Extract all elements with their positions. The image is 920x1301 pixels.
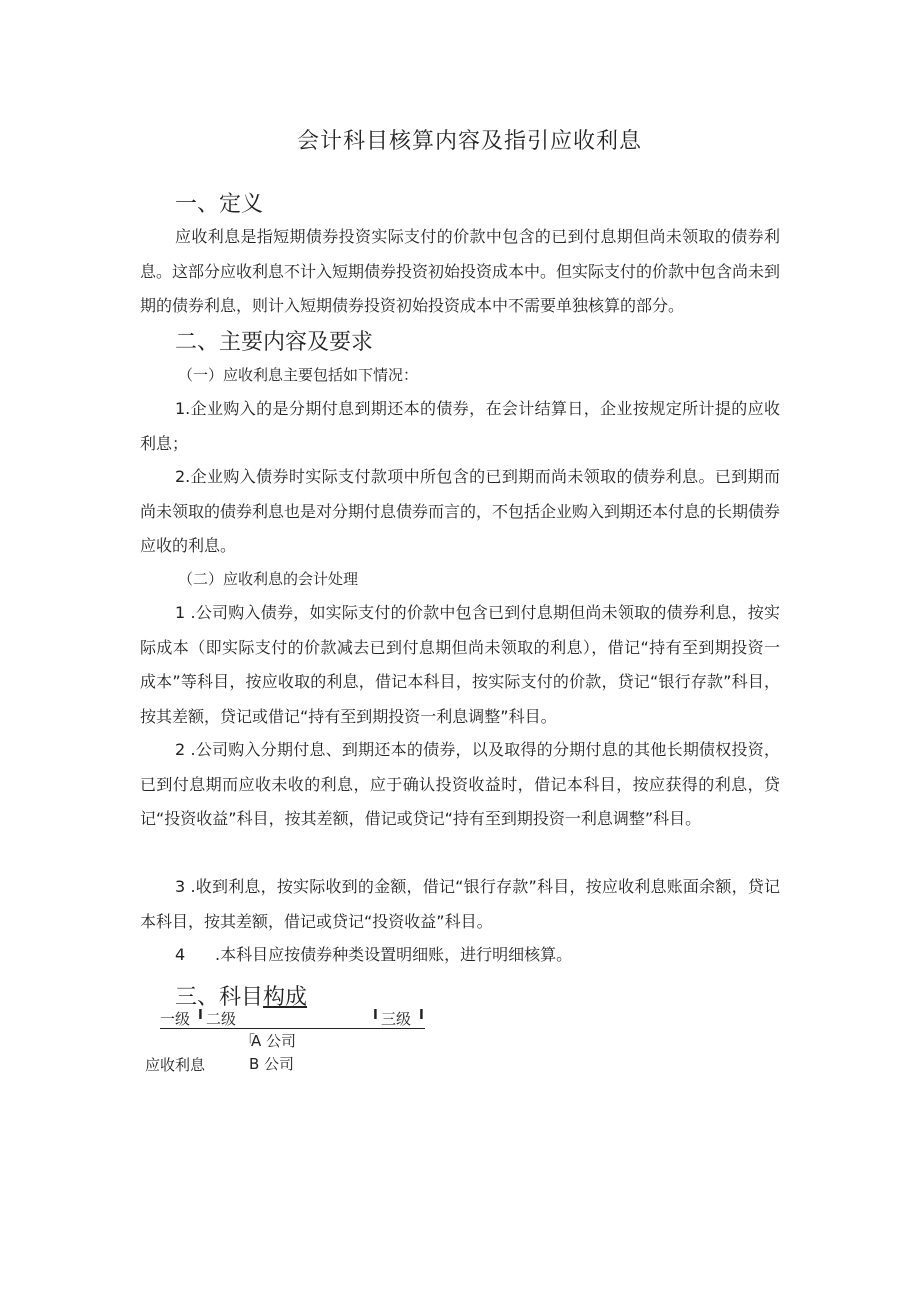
subsection-1-heading: （一）应收利息主要包括如下情况： xyxy=(178,366,419,384)
header-separator-2: I xyxy=(373,1008,378,1023)
section-3-heading-prefix: 三、科目 xyxy=(175,985,264,1010)
header-separator-3: I xyxy=(419,1008,424,1023)
list-item-2: 2.企业购入债券时实际支付款项中所包含的已到期而尚未领取的债券利息。已到期而尚未领取的债券利息也是对分期付息债券而言的，不包括企业购入到期还本付息的长期债券应收的利息。 xyxy=(140,467,781,555)
header-level-2: 二级 xyxy=(206,1010,237,1028)
list-item-1: 1.企业购入的是分期付息到期还本的债券，在会计结算日，企业按规定所计提的应收利息； xyxy=(140,399,780,453)
company-b: B 公司 xyxy=(249,1055,295,1073)
accounting-paragraph-3: 3 .收到利息，按实际收到的金额，借记“银行存款”科目，按应收利息账面余额，贷记本科目，按其差额，借记或贷记“投资收益”科目。 xyxy=(140,877,780,931)
header-level-3: 三级 xyxy=(381,1010,412,1028)
subject-level-1-name: 应收利息 xyxy=(145,1056,206,1074)
company-a: A 公司 xyxy=(251,1032,297,1050)
section-1-paragraph: 应收利息是指短期债券投资实际支付的价款中包含的已到付息期但尚未领取的债券利息。这部分应收利息不计入短期债券投资初始投资成本中。但实际支付的价款中包含尚未到期的债券利息，则计入短期债券投资初始投资成本中不需要单独核算的部分。 xyxy=(140,227,781,315)
document-title: 会计科目核算内容及指引应收利息 xyxy=(297,129,643,154)
header-level-1: 一级 xyxy=(160,1010,191,1028)
section-2-heading: 二、主要内容及要求 xyxy=(175,330,374,355)
accounting-paragraph-2: 2 .公司购入分期付息、到期还本的债券，以及取得的分期付息的其他长期债权投资，已到付息期而应收未收的利息，应于确认投资收益时，借记本科目，按应获得的利息，贷记“投资收益”科目，按其差额，借记或贷记“持有至到期投资一利息调整”科目。 xyxy=(140,740,780,828)
section-3-heading-underlined: 构成 xyxy=(263,985,308,1010)
subsection-2-heading: （二）应收利息的会计处理 xyxy=(178,570,359,588)
accounting-paragraph-1: 1 .公司购入债券，如实际支付的价款中包含已到付息期但尚未领取的债券利息，按实际成本（即实际支付的价款减去已到付息期但尚未领取的利息），借记“持有至到期投资一成本”等科目，按应收取的利息，借记本科目，按实际支付的价款，贷记“银行存款”科目，按其差额，贷记或借记“持有至到期投资一利息调整”科目。 xyxy=(140,603,780,726)
accounting-paragraph-4-text: .本科目应按债券种类设置明细账，进行明细核算。 xyxy=(215,945,573,964)
bracket-mark: 「 xyxy=(240,1032,256,1050)
header-separator-1: I xyxy=(198,1008,203,1023)
subject-table-header xyxy=(160,1008,425,1029)
section-1-heading: 一、定义 xyxy=(175,192,264,217)
section-3-heading xyxy=(175,980,307,1011)
accounting-paragraph-4-number: 4 xyxy=(175,945,186,964)
